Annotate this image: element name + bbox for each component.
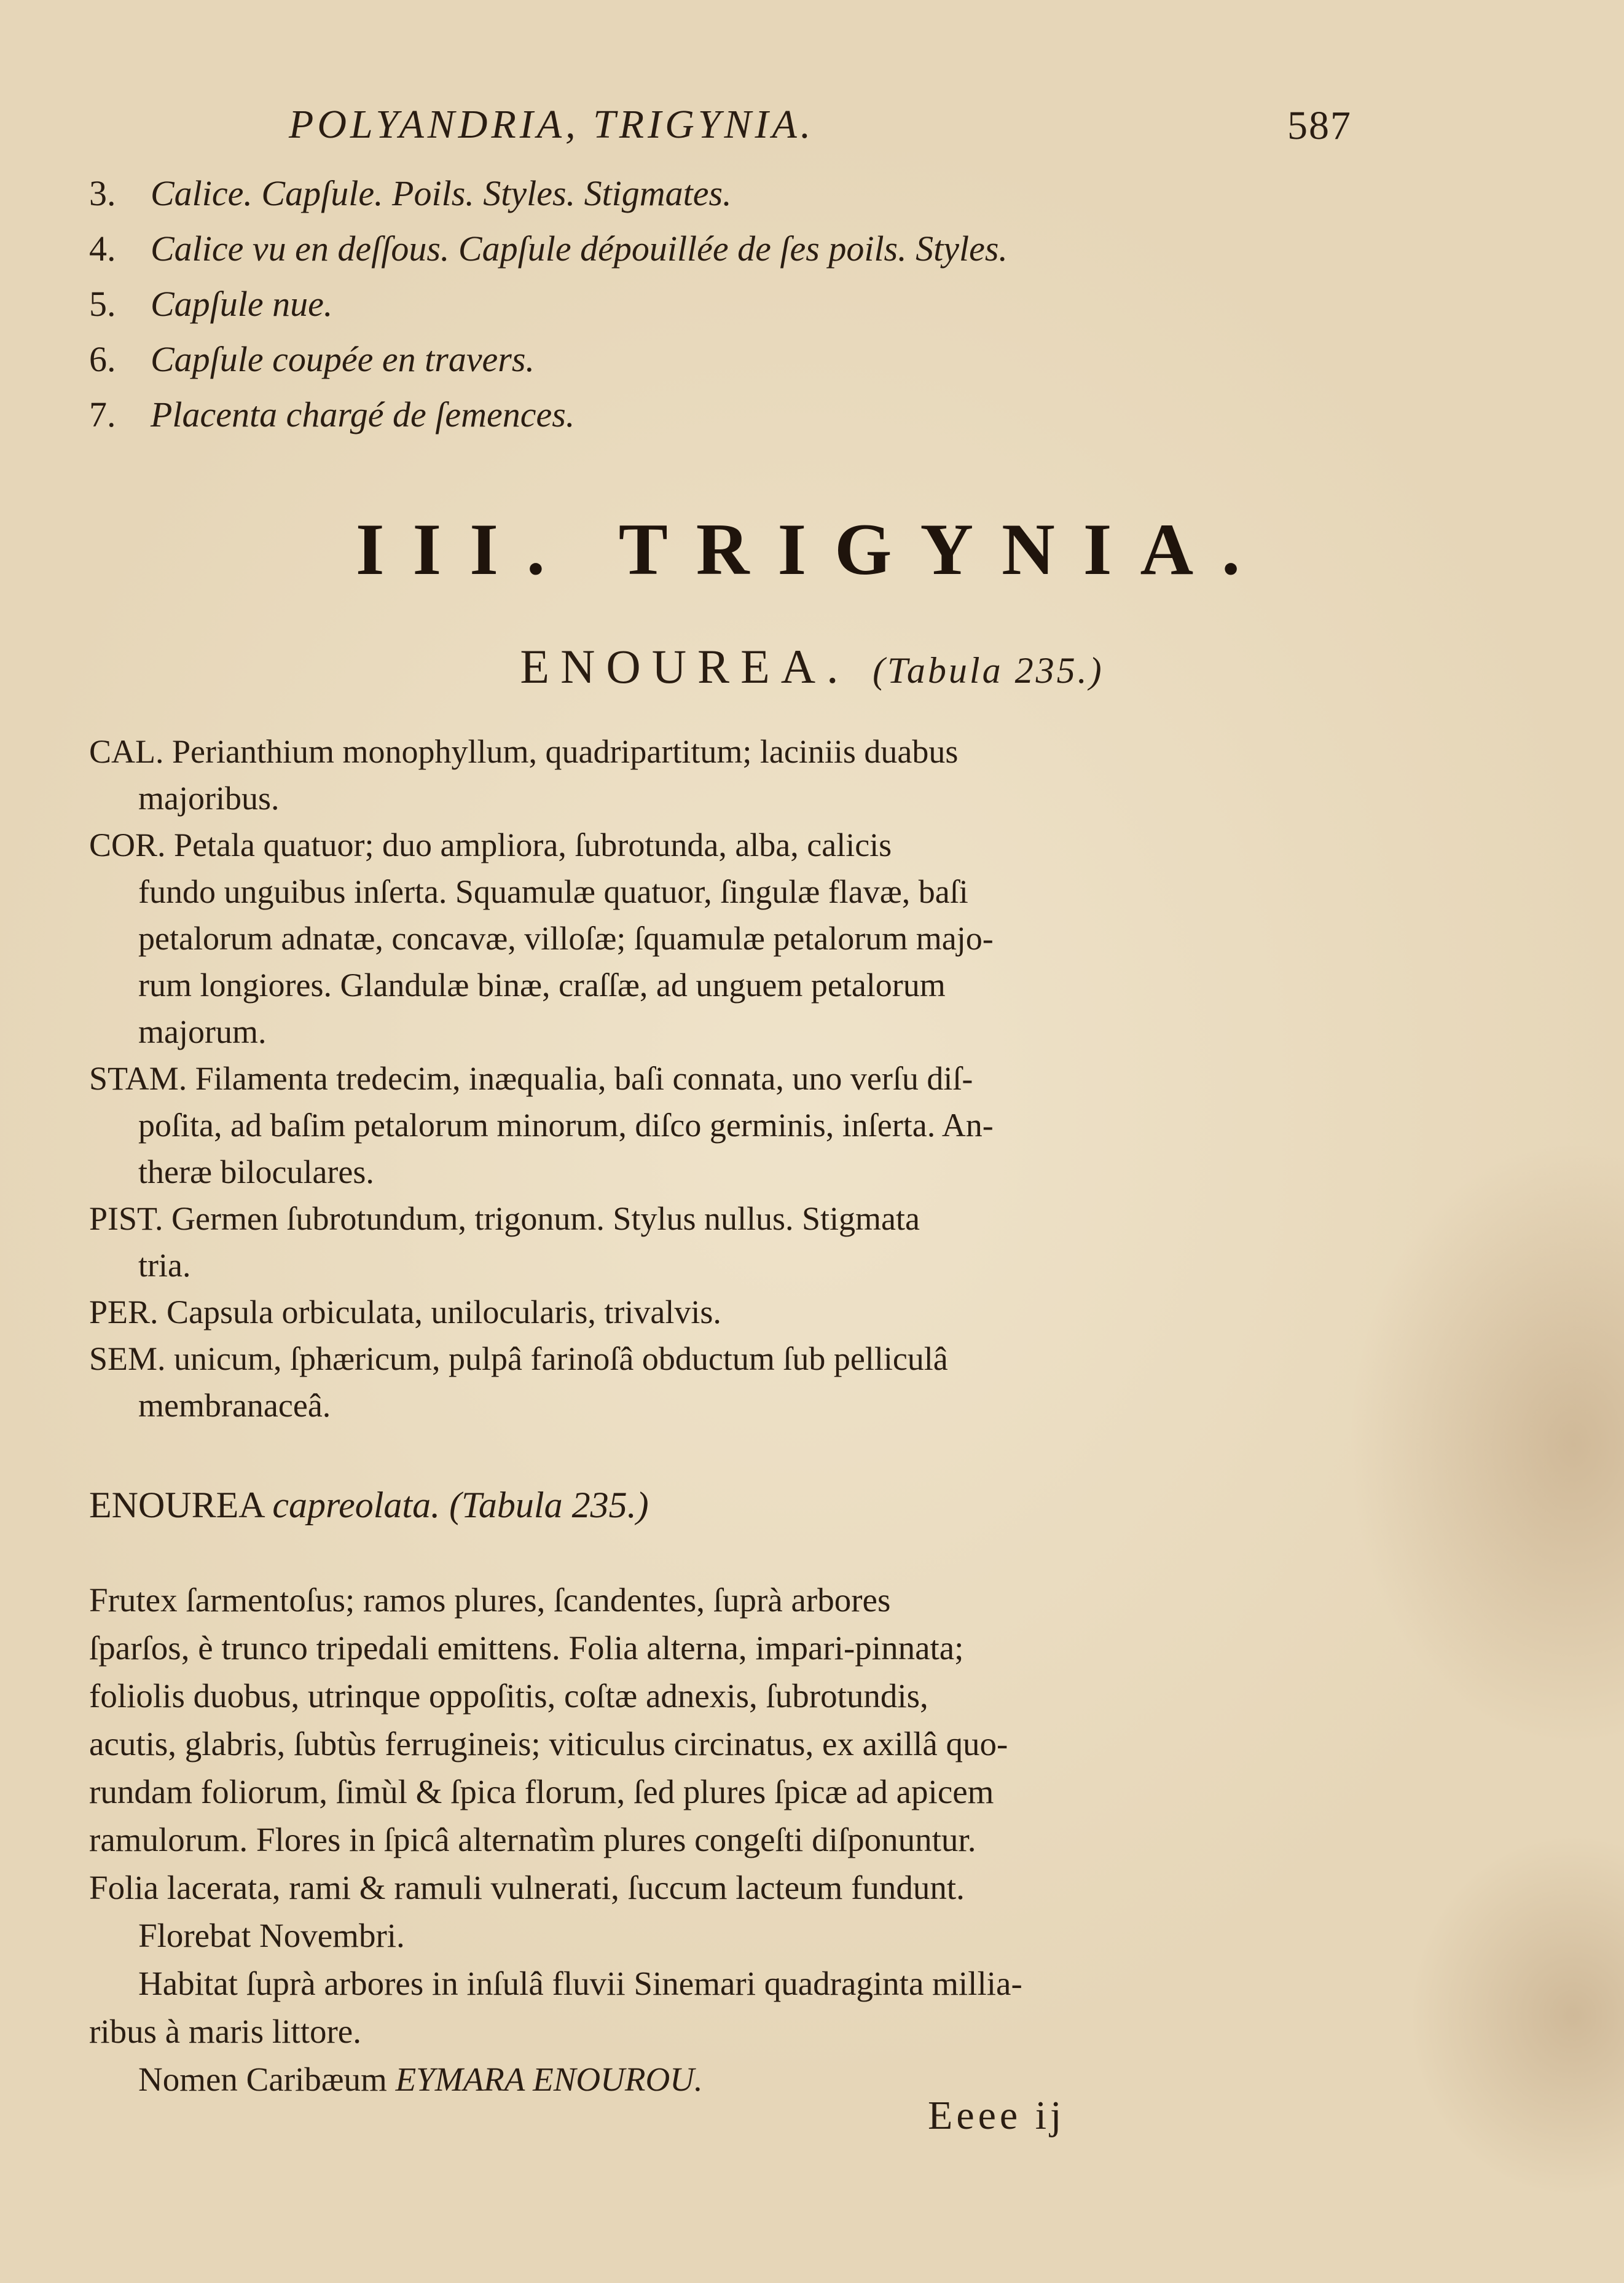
entry-continuation: fundo unguibus inſerta. Squamulæ quatuor, ſingulæ flavæ, baſi — [138, 873, 968, 910]
habitat-note: Habitat ſuprà arbores in inſulâ fluvii Sinemari quadraginta millia- — [138, 1965, 1022, 2002]
signature-mark: Eeee ij — [928, 2093, 1065, 2138]
description-entry — [89, 822, 1343, 1055]
entry-continuation: tria. — [138, 1247, 191, 1284]
body-line: Folia lacerata, rami & ramuli vulnerati, ſuccum lacteum fundunt. — [89, 1869, 965, 1906]
genus-heading — [0, 639, 1624, 694]
entry-continuation: majorum. — [138, 1013, 267, 1050]
description-entry — [89, 1289, 1343, 1335]
legend-number: 3. — [89, 173, 116, 213]
description-entry — [89, 1335, 1343, 1429]
legend-text: Calice. Capſule. Poils. Styles. Stigmates. — [151, 173, 732, 213]
legend-item — [89, 166, 1008, 221]
genus-tabula: (Tabula 235.) — [873, 650, 1104, 691]
genus-name: ENOUREA. — [520, 640, 850, 693]
entry-text: Germen ſubrotundum, trigonum. Stylus nullus. Stigmata — [171, 1200, 920, 1237]
section-heading: III. TRIGYNIA. — [355, 508, 1269, 590]
entry-label: PIST. — [89, 1200, 163, 1237]
entry-label: COR. — [89, 827, 166, 863]
species-epithet: capreolata. — [272, 1485, 441, 1525]
caribbean-name-value: EYMARA ENOUROU. — [395, 2061, 703, 2098]
entry-text: Capsula orbiculata, unilocularis, trivalvis. — [167, 1294, 721, 1330]
body-line: foliolis duobus, utrinque oppoſitis, coſtæ adnexis, ſubrotundis, — [89, 1677, 928, 1715]
legend-item — [89, 277, 1008, 332]
entry-text: Filamenta tredecim, inæqualia, baſi connata, uno verſu diſ- — [195, 1060, 973, 1097]
entry-text: Perianthium monophyllum, quadripartitum; laciniis duabus — [172, 733, 959, 770]
entry-continuation: poſita, ad baſim petalorum minorum, diſco germinis, inſerta. An- — [138, 1107, 994, 1144]
species-description — [89, 1576, 1324, 2104]
legend-item — [89, 387, 1008, 442]
entry-continuation: membranaceâ. — [138, 1387, 331, 1424]
entry-label: STAM. — [89, 1060, 187, 1097]
body-line: ſparſos, è trunco tripedali emittens. Folia alterna, impari-pinnata; — [89, 1629, 964, 1667]
body-line: rundam foliorum, ſimùl & ſpica florum, ſed plures ſpicæ ad apicem — [89, 1773, 994, 1810]
legend-text: Capſule coupée en travers. — [151, 339, 535, 379]
legend-item — [89, 221, 1008, 277]
entry-text: unicum, ſphæricum, pulpâ farinoſâ obductum ſub pelliculâ — [174, 1340, 948, 1377]
legend-text: Placenta chargé de ſemences. — [151, 395, 575, 434]
description-entry — [89, 1195, 1343, 1289]
running-title: POLYANDRIA, TRIGYNIA. — [289, 102, 815, 147]
legend-text: Calice vu en deſſous. Capſule dépouillée de ſes poils. Styles. — [151, 229, 1008, 269]
body-line: ramulorum. Flores in ſpicâ alternatìm plures congeſti diſponuntur. — [89, 1821, 976, 1858]
body-line: acutis, glabris, ſubtùs ferrugineis; viticulus circinatus, ex axillâ quo- — [89, 1725, 1008, 1762]
running-header — [289, 101, 1352, 157]
caribbean-name — [89, 2056, 1324, 2104]
body-line: Frutex ſarmentoſus; ramos plures, ſcandentes, ſuprà arbores — [89, 1581, 891, 1619]
description-entry — [89, 1055, 1343, 1195]
page-number: 587 — [1287, 103, 1352, 148]
plate-legend — [89, 166, 1008, 442]
entry-label: PER. — [89, 1294, 159, 1330]
genus-description — [89, 728, 1343, 1429]
species-heading — [89, 1484, 649, 1527]
entry-continuation: rum longiores. Glandulæ binæ, craſſæ, ad unguem petalorum — [138, 967, 946, 1004]
description-entry — [89, 728, 1343, 822]
flowering-note: Florebat Novembri. — [138, 1917, 405, 1954]
entry-continuation: theræ biloculares. — [138, 1153, 374, 1190]
habitat-note-continuation: ribus à maris littore. — [89, 2013, 361, 2050]
legend-number: 5. — [89, 284, 116, 324]
legend-item — [89, 332, 1008, 387]
entry-label: SEM. — [89, 1340, 166, 1377]
entry-label: CAL. — [89, 733, 164, 770]
legend-number: 7. — [89, 395, 116, 434]
species-tabula: (Tabula 235.) — [449, 1485, 649, 1525]
species-genus: ENOUREA — [89, 1485, 264, 1525]
entry-text: Petala quatuor; duo ampliora, ſubrotunda, alba, calicis — [174, 827, 892, 863]
caribbean-name-prefix: Nomen Caribæum — [138, 2061, 387, 2098]
legend-number: 6. — [89, 339, 116, 379]
entry-continuation: petalorum adnatæ, concavæ, villoſæ; ſquamulæ petalorum majo- — [138, 920, 994, 957]
legend-number: 4. — [89, 229, 116, 269]
entry-continuation: majoribus. — [138, 780, 280, 817]
legend-text: Capſule nue. — [151, 284, 333, 324]
